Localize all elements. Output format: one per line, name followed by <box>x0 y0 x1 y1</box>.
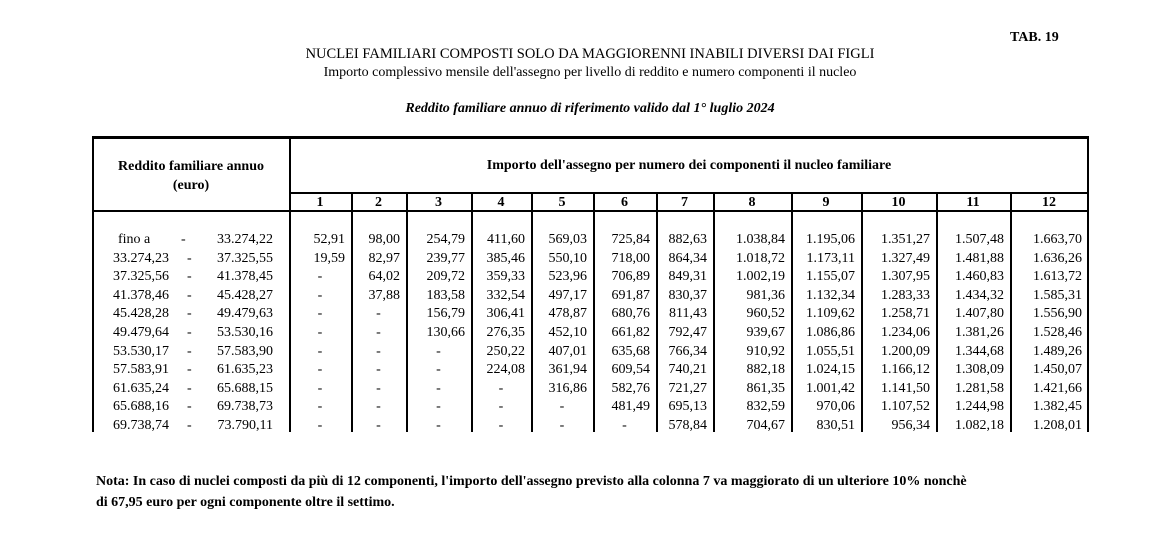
amount-cell: - <box>559 399 565 415</box>
amount-cell: 706,89 <box>611 269 650 285</box>
amount-cell: - <box>317 418 323 433</box>
amount-cell: - <box>376 362 381 378</box>
income-separator: - <box>187 380 192 396</box>
amount-cell: 1.351,27 <box>881 232 930 247</box>
amount-cell: 882,63 <box>668 232 707 247</box>
amount-cell: - <box>436 362 441 378</box>
amount-cell: 1.109,62 <box>806 306 855 322</box>
amount-cell: 1.434,32 <box>955 287 1004 303</box>
amount-cell: 250,22 <box>486 343 525 359</box>
amount-cell: 695,13 <box>668 399 707 415</box>
income-from: 57.583,91 <box>113 362 169 378</box>
column-number-5: 5 <box>558 195 566 210</box>
table-row <box>0 343 1173 361</box>
amount-cell: 98,00 <box>368 232 400 247</box>
income-to: 57.583,90 <box>217 343 273 359</box>
amount-cell: - <box>317 399 323 415</box>
amount-cell: 183,58 <box>426 287 465 303</box>
amount-cell: 497,17 <box>548 287 587 303</box>
amount-cell: 64,02 <box>368 269 400 285</box>
column-number-4: 4 <box>497 195 505 210</box>
amount-cell: 718,00 <box>611 250 650 266</box>
amount-cell: 1.327,49 <box>881 250 930 266</box>
income-from: 69.738,74 <box>113 418 169 433</box>
amount-cell: 740,21 <box>668 362 707 378</box>
amount-cell: - <box>376 306 381 322</box>
column-number-8: 8 <box>748 195 756 210</box>
column-number-10: 10 <box>891 195 906 210</box>
amount-cell: - <box>317 380 323 396</box>
footnote-line-1: Nota: In caso di nuclei composti da più di 12 componenti, l'importo dell'assegno previsto alla colonna 7 va maggiorato di un ulteriore 10% nonchè <box>96 474 967 489</box>
amount-cell: 792,47 <box>668 325 707 340</box>
income-from: 41.378,46 <box>113 287 169 303</box>
amount-cell: 361,94 <box>548 362 587 378</box>
income-from: 61.635,24 <box>113 380 169 396</box>
amount-cell: 1.195,06 <box>806 232 855 247</box>
amount-cell: 1.307,95 <box>881 269 930 285</box>
amount-cell: - <box>559 418 565 433</box>
amount-cell: - <box>498 380 504 396</box>
income-separator: - <box>181 232 186 247</box>
amount-cell: - <box>376 380 381 396</box>
income-to: 49.479,63 <box>217 306 273 322</box>
income-to: 69.738,73 <box>217 399 273 415</box>
amount-cell: 523,96 <box>548 269 587 285</box>
amount-cell: 910,92 <box>746 343 785 359</box>
income-separator: - <box>187 418 192 433</box>
amount-cell: 609,54 <box>611 362 650 378</box>
table-row <box>0 398 1173 416</box>
income-from: 37.325,56 <box>113 269 169 285</box>
amount-cell: 704,67 <box>746 418 785 433</box>
amount-cell: 1.344,68 <box>955 343 1004 359</box>
column-number-line <box>289 192 1089 194</box>
column-number-7: 7 <box>681 195 688 210</box>
page-subtitle: Importo complessivo mensile dell'assegno per livello di reddito e numero componenti il nucleo <box>323 65 857 80</box>
income-to: 45.428,27 <box>217 287 273 303</box>
amount-cell: 981,36 <box>746 287 785 303</box>
footnote <box>96 471 1056 513</box>
amount-cell: - <box>436 418 441 433</box>
income-separator: - <box>187 325 192 340</box>
income-from: 53.530,17 <box>113 343 169 359</box>
income-to: 41.378,45 <box>217 269 273 285</box>
income-separator: - <box>187 399 192 415</box>
amount-cell: 882,18 <box>746 362 785 378</box>
amount-cell: 578,84 <box>668 418 707 433</box>
table-row <box>0 361 1173 379</box>
amount-cell: 332,54 <box>486 287 525 303</box>
amount-cell: 1.200,09 <box>881 343 930 359</box>
amount-cell: 1.055,51 <box>806 343 855 359</box>
amount-cell: - <box>317 343 323 359</box>
amount-cell: - <box>376 343 381 359</box>
column-number-9: 9 <box>822 195 830 210</box>
amount-cell: 1.663,70 <box>1033 232 1082 247</box>
amount-cell: 864,34 <box>668 250 707 266</box>
amount-cell: 766,34 <box>668 343 707 359</box>
column-number-3: 3 <box>435 195 442 210</box>
amount-cell: 19,59 <box>313 250 345 266</box>
amount-cell: 1.450,07 <box>1033 362 1082 378</box>
income-separator: - <box>187 269 192 285</box>
income-separator: - <box>187 287 192 303</box>
income-column-header <box>93 157 289 195</box>
income-header-unit: (euro) <box>172 178 210 193</box>
amount-cell: 1.018,72 <box>736 250 785 266</box>
amount-cell: 1.489,26 <box>1033 343 1082 359</box>
amount-cell: 254,79 <box>426 232 465 247</box>
amount-cell: - <box>436 380 441 396</box>
amount-cell: 1.528,46 <box>1033 325 1082 340</box>
amount-cell: 680,76 <box>611 306 650 322</box>
amount-cell: - <box>376 325 381 340</box>
amount-cell: 1.407,80 <box>955 306 1004 322</box>
amount-cell: 306,41 <box>486 306 525 322</box>
amount-cell: 1.507,48 <box>955 232 1004 247</box>
amount-cell: 1.283,33 <box>881 287 930 303</box>
amount-cell: 721,27 <box>668 380 707 396</box>
amount-cell: 550,10 <box>548 250 587 266</box>
table-row <box>0 324 1173 342</box>
amount-cell: - <box>317 306 323 322</box>
amount-cell: 960,52 <box>746 306 785 322</box>
table-row <box>0 231 1173 249</box>
column-number-6: 6 <box>621 195 628 210</box>
amount-cell: 830,37 <box>668 287 707 303</box>
column-number-11: 11 <box>966 195 980 210</box>
amount-cell: 452,10 <box>548 325 587 340</box>
amount-cell: 1.481,88 <box>955 250 1004 266</box>
amount-cell: 1.002,19 <box>736 269 785 285</box>
amount-cell: 156,79 <box>426 306 465 322</box>
amount-cell: 1.613,72 <box>1033 269 1082 285</box>
income-from: 65.688,16 <box>113 399 169 415</box>
amount-cell: 1.001,42 <box>806 380 855 396</box>
amount-cell: 478,87 <box>548 306 587 322</box>
amount-cell: - <box>317 269 323 285</box>
amount-cell: - <box>317 287 323 303</box>
amount-cell: 691,87 <box>611 287 650 303</box>
amount-cell: 1.556,90 <box>1033 306 1082 322</box>
amount-cell: 1.636,26 <box>1033 250 1082 266</box>
amount-cell: 1.234,06 <box>881 325 930 340</box>
table-row <box>0 250 1173 268</box>
amount-cell: - <box>622 418 627 433</box>
amount-cell: 1.258,71 <box>881 306 930 322</box>
amount-cell: 37,88 <box>368 287 400 303</box>
amount-cell: - <box>317 325 323 340</box>
amount-cell: 52,91 <box>313 232 345 247</box>
amount-cell: - <box>317 362 323 378</box>
income-from: 45.428,28 <box>113 306 169 322</box>
amount-cell: 1.141,50 <box>881 380 930 396</box>
income-separator: - <box>187 362 192 378</box>
income-to: 65.688,15 <box>217 380 273 396</box>
reference-period: Reddito familiare annuo di riferimento valido dal 1° luglio 2024 <box>405 101 775 116</box>
amount-cell: 239,77 <box>426 250 465 266</box>
amount-cell: 316,86 <box>548 380 587 396</box>
amount-cell: 1.308,09 <box>955 362 1004 378</box>
column-number-1: 1 <box>316 195 324 210</box>
amount-cell: - <box>436 399 441 415</box>
amount-cell: 725,84 <box>611 232 650 247</box>
footnote-line-2: di 67,95 euro per ogni componente oltre il settimo. <box>96 495 395 510</box>
income-header-label: Reddito familiare annuo <box>118 159 264 174</box>
income-separator: - <box>187 250 192 266</box>
amount-cell: 569,03 <box>548 232 587 247</box>
amount-cell: 130,66 <box>426 325 465 340</box>
income-separator: - <box>187 343 192 359</box>
amount-cell: 359,33 <box>486 269 525 285</box>
amount-cell: - <box>436 343 441 359</box>
amount-cell: 276,35 <box>486 325 525 340</box>
amount-cell: 407,01 <box>548 343 587 359</box>
amount-cell: 481,49 <box>611 399 650 415</box>
amount-cell: 635,68 <box>611 343 650 359</box>
income-from: 49.479,64 <box>113 325 169 340</box>
amount-cell: 1.382,45 <box>1033 399 1082 415</box>
amount-cell: 1.244,98 <box>955 399 1004 415</box>
amount-cell: - <box>376 399 381 415</box>
amount-cell: 1.155,07 <box>806 269 855 285</box>
amount-cell: 849,31 <box>668 269 707 285</box>
amount-cell: 1.173,11 <box>806 250 855 266</box>
page-title: NUCLEI FAMILIARI COMPOSTI SOLO DA MAGGIORENNI INABILI DIVERSI DAI FIGLI <box>305 46 875 62</box>
amount-cell: 661,82 <box>611 325 650 340</box>
amount-cell: 582,76 <box>611 380 650 396</box>
amount-cell: 1.038,84 <box>736 232 785 247</box>
income-to: 73.790,11 <box>217 418 273 433</box>
table-number: TAB. 19 <box>1010 30 1059 45</box>
amount-cell: 1.381,26 <box>955 325 1004 340</box>
amount-cell: - <box>498 418 504 433</box>
amount-cell: 209,72 <box>426 269 465 285</box>
table-row <box>0 380 1173 398</box>
income-from: fino a <box>118 232 151 247</box>
table-row <box>0 417 1173 435</box>
amount-cell: 1.107,52 <box>881 399 930 415</box>
column-number-2: 2 <box>375 195 382 210</box>
amount-cell: 830,51 <box>816 418 855 433</box>
income-to: 53.530,16 <box>217 325 273 340</box>
amount-cell: 956,34 <box>891 418 930 433</box>
amount-cell: 1.281,58 <box>955 380 1004 396</box>
amount-cell: 970,06 <box>816 399 855 415</box>
amount-cell: 385,46 <box>486 250 525 266</box>
amount-cell: 1.421,66 <box>1033 380 1082 396</box>
amount-cell: 224,08 <box>486 362 525 378</box>
amount-cell: 1.585,31 <box>1033 287 1082 303</box>
amount-cell: 411,60 <box>487 232 525 247</box>
amount-cell: - <box>376 418 381 433</box>
amount-cell: 82,97 <box>368 250 400 266</box>
amount-cell: 832,59 <box>746 399 785 415</box>
amount-cell: 1.132,34 <box>806 287 855 303</box>
income-to: 37.325,55 <box>217 250 273 266</box>
column-number-12: 12 <box>1042 195 1056 210</box>
amount-cell: 861,35 <box>746 380 785 396</box>
table-row <box>0 305 1173 323</box>
income-to: 33.274,22 <box>217 232 273 247</box>
amount-cell: 1.460,83 <box>955 269 1004 285</box>
income-separator: - <box>187 306 192 322</box>
amount-cell: 1.166,12 <box>881 362 930 378</box>
amount-cell: 1.086,86 <box>806 325 855 340</box>
amount-cell: - <box>498 399 504 415</box>
amount-cell: 939,67 <box>746 325 785 340</box>
table-row <box>0 268 1173 286</box>
amount-cell: 811,43 <box>669 306 707 322</box>
amount-cell: 1.208,01 <box>1033 418 1082 433</box>
amount-cell: 1.082,18 <box>955 418 1004 433</box>
income-to: 61.635,23 <box>217 362 273 378</box>
amount-group-header: Importo dell'assegno per numero dei componenti il nucleo familiare <box>486 158 892 173</box>
table-row <box>0 287 1173 305</box>
amount-cell: 1.024,15 <box>806 362 855 378</box>
income-from: 33.274,23 <box>113 250 169 266</box>
